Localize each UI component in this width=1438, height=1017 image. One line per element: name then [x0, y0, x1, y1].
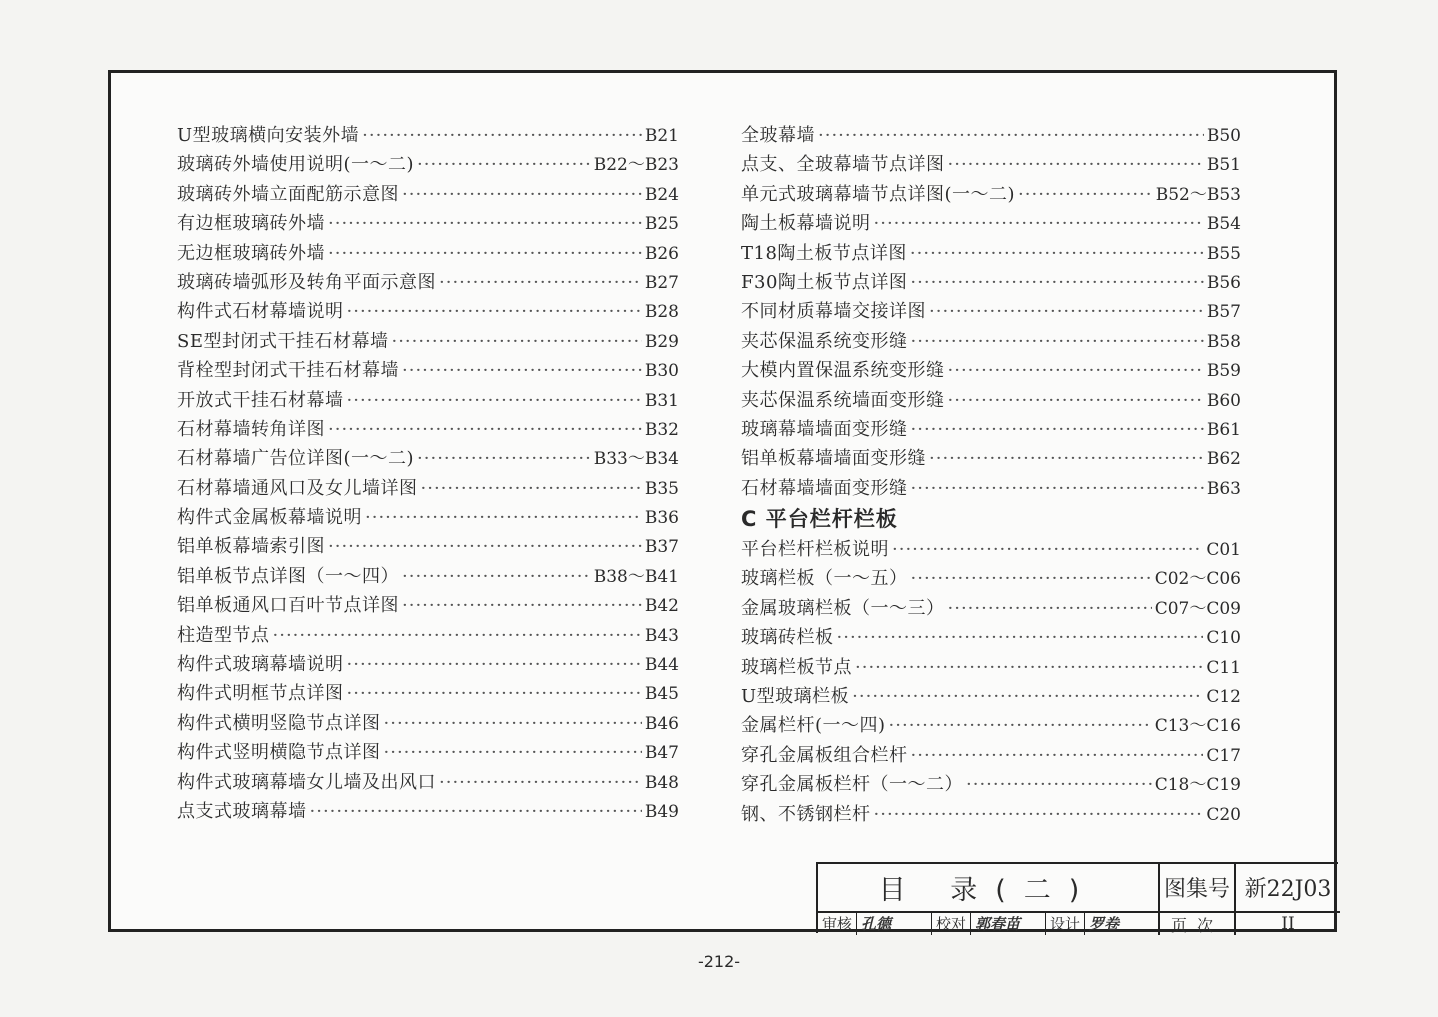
dot-leader — [910, 268, 1203, 297]
dot-leader — [362, 121, 642, 150]
dot-leader — [911, 474, 1204, 503]
toc-entry-title: 石材幕墙墙面变形缝 — [741, 477, 908, 499]
toc-entry — [741, 415, 1241, 444]
toc-entry-page: C12 — [1206, 687, 1241, 708]
toc-entry-title: U型玻璃横向安装外墙 — [177, 125, 360, 146]
toc-entry-title: 铝单板节点详图（一～四） — [177, 565, 399, 587]
toc-entry — [741, 653, 1241, 682]
toc-entry-title: 玻璃栏板（一～五） — [741, 568, 908, 590]
dot-leader — [1018, 180, 1153, 209]
toc-entry — [177, 562, 679, 591]
toc-entry-title: 构件式金属板幕墙说明 — [177, 507, 362, 529]
check-label: 校对 — [932, 913, 971, 935]
toc-entry-title: 单元式玻璃幕墙节点详图(一～二) — [741, 183, 1016, 205]
toc-entry-title: SE型封闭式干挂石材幕墙 — [177, 330, 389, 352]
toc-entry — [741, 741, 1241, 770]
dot-leader — [948, 386, 1204, 415]
toc-entry-title: 穿孔金属板组合栏杆 — [741, 744, 908, 766]
dot-leader — [874, 800, 1204, 829]
toc-entry-page: C11 — [1206, 657, 1241, 678]
toc-entry — [177, 356, 679, 385]
toc-entry-page: B29 — [644, 331, 679, 352]
toc-entry — [741, 564, 1241, 593]
toc-entry-title: 点支、全玻幕墙节点详图 — [741, 154, 945, 176]
dot-leader — [874, 209, 1204, 238]
toc-entry-page: C18～C19 — [1154, 775, 1241, 796]
signature-row — [818, 913, 1160, 935]
toc-entry — [177, 239, 679, 268]
drawing-sheet — [108, 70, 1337, 935]
dot-leader — [402, 180, 642, 209]
toc-entry-page: C07～C09 — [1154, 598, 1241, 619]
dot-leader — [439, 268, 642, 297]
toc-entry-page: B60 — [1206, 390, 1241, 411]
toc-entry — [741, 356, 1241, 385]
title-block — [816, 862, 1338, 933]
toc-entry — [177, 621, 679, 650]
toc-entry-title: 玻璃砖墙弧形及转角平面示意图 — [177, 271, 436, 293]
toc-entry — [177, 180, 679, 209]
toc-entry-title: U型玻璃栏板 — [741, 686, 850, 708]
toc-entry-title: 玻璃砖外墙使用说明(一～二) — [177, 154, 415, 176]
dot-leader — [328, 415, 642, 444]
toc-entry — [177, 297, 679, 326]
toc-entry-title: 铝单板幕墙索引图 — [177, 536, 325, 558]
toc-entry-page: B42 — [644, 596, 679, 617]
dot-leader — [911, 741, 1204, 770]
dot-leader — [966, 770, 1152, 799]
toc-entry-page: B61 — [1206, 419, 1241, 440]
toc-entry-title: 柱造型节点 — [177, 624, 270, 646]
toc-entry — [741, 800, 1241, 829]
toc-entry-page: C13～C16 — [1154, 716, 1241, 737]
toc-entry-page: B43 — [644, 625, 679, 646]
toc-entry-page: B55 — [1206, 243, 1241, 264]
toc-entry-page: B46 — [644, 713, 679, 734]
dot-leader — [417, 150, 591, 179]
page-sequence-value: II — [1281, 914, 1295, 934]
section-c-heading: C 平台栏杆栏板 — [741, 507, 898, 532]
dot-leader — [948, 594, 1152, 623]
dot-leader — [948, 356, 1204, 385]
toc-entry — [741, 150, 1241, 179]
toc-entry — [177, 474, 679, 503]
toc-entry — [177, 268, 679, 297]
toc-entry-page: B28 — [644, 302, 679, 323]
toc-entry-page: B63 — [1206, 478, 1241, 499]
toc-entry-title: 金属栏杆(一～四) — [741, 715, 886, 737]
page-number: -212- — [697, 952, 741, 971]
toc-entry-page: C01 — [1206, 540, 1241, 561]
toc-entry-page: B31 — [644, 390, 679, 411]
toc-entry-title: 全玻幕墙 — [741, 125, 815, 146]
review-label: 审核 — [818, 913, 857, 935]
dot-leader — [384, 709, 642, 738]
toc-entry — [741, 682, 1241, 711]
toc-entry-page: B27 — [644, 272, 679, 293]
toc-entry-page: B21 — [644, 126, 679, 146]
toc-entry-title: T18陶土板节点详图 — [741, 242, 907, 264]
dot-leader — [911, 327, 1204, 356]
dot-leader — [391, 327, 641, 356]
toc-entry-title: 构件式玻璃幕墙说明 — [177, 654, 344, 676]
toc-entry — [741, 770, 1241, 799]
toc-entry — [741, 444, 1241, 473]
toc-entry — [177, 150, 679, 179]
toc-entry-title: 不同材质幕墙交接详图 — [741, 301, 926, 323]
dot-leader — [347, 297, 642, 326]
design-signature: 罗卷 — [1089, 915, 1120, 933]
toc-entry — [741, 594, 1241, 623]
toc-entry — [741, 121, 1241, 150]
toc-entry-page: B35 — [644, 478, 679, 499]
dot-leader — [911, 415, 1204, 444]
toc-entry-title: 穿孔金属板栏杆（一～二） — [741, 774, 963, 796]
dot-leader — [910, 239, 1204, 268]
toc-entry-title: 夹芯保温系统墙面变形缝 — [741, 389, 945, 411]
dot-leader — [837, 623, 1204, 652]
dot-leader — [417, 444, 591, 473]
dot-leader — [948, 150, 1204, 179]
dot-leader — [347, 650, 642, 679]
toc-entry-page: C20 — [1206, 804, 1241, 825]
toc-entry-page: B26 — [644, 243, 679, 264]
toc-entry — [741, 474, 1241, 503]
toc-entry — [177, 591, 679, 620]
toc-entry — [177, 768, 679, 797]
toc-entry-page: B24 — [644, 184, 679, 205]
toc-entry — [741, 535, 1241, 564]
toc-entry — [177, 797, 679, 826]
toc-entry-page: B37 — [644, 537, 679, 558]
toc-entry-title: F30陶土板节点详图 — [741, 271, 908, 293]
toc-entry — [741, 711, 1241, 740]
toc-entry-title: 背栓型封闭式干挂石材幕墙 — [177, 360, 399, 382]
review-signature: 孔德 — [857, 913, 932, 935]
toc-entry-page: C10 — [1206, 628, 1241, 649]
toc-entry — [741, 327, 1241, 356]
toc-entry — [177, 415, 679, 444]
sheet-title: 目 录(二) — [818, 864, 1160, 913]
dot-leader — [439, 768, 642, 797]
toc-entry-page: B45 — [644, 684, 679, 705]
toc-entry — [177, 121, 679, 150]
toc-entry-page: B48 — [644, 772, 679, 793]
dot-leader — [365, 503, 642, 532]
toc-entry-page: B56 — [1206, 272, 1241, 293]
toc-entry — [177, 679, 679, 708]
dot-leader — [852, 682, 1203, 711]
toc-entry-page: B44 — [644, 655, 679, 676]
toc-entry-title: 构件式玻璃幕墙女儿墙及出风口 — [177, 771, 436, 793]
dot-leader — [328, 239, 642, 268]
toc-entry-page: C02～C06 — [1154, 569, 1241, 590]
toc-entry-page: B62 — [1206, 449, 1241, 470]
toc-entry-title: 有边框玻璃砖外墙 — [177, 213, 325, 235]
check-signature: 郭春苗 — [971, 913, 1046, 935]
toc-entry-title: 钢、不锈钢栏杆 — [741, 803, 871, 825]
toc-entry-page: B52～B53 — [1155, 184, 1241, 205]
dot-leader — [328, 532, 642, 561]
toc-entry-page: B38～B41 — [593, 566, 679, 587]
toc-entry — [177, 386, 679, 415]
toc-entry — [177, 650, 679, 679]
toc-entry-title: 石材幕墙转角详图 — [177, 418, 325, 440]
toc-entry-page: B50 — [1206, 126, 1241, 146]
toc-entry-title: 铝单板通风口百叶节点详图 — [177, 595, 399, 617]
dot-leader — [402, 562, 591, 591]
dot-leader — [929, 297, 1204, 326]
toc-entry — [741, 386, 1241, 415]
toc-entry-title: 玻璃砖栏板 — [741, 627, 834, 649]
dot-leader — [328, 209, 642, 238]
toc-entry-title: 大模内置保温系统变形缝 — [741, 360, 945, 382]
design-label: 设计 — [1046, 913, 1085, 935]
toc-entry-title: 夹芯保温系统变形缝 — [741, 330, 908, 352]
toc-entry-page: B49 — [644, 801, 679, 822]
dot-leader — [929, 444, 1204, 473]
toc-left-column — [177, 121, 679, 826]
toc-entry — [177, 327, 679, 356]
toc-entry — [177, 532, 679, 561]
toc-entry — [177, 503, 679, 532]
toc-entry-page: B32 — [644, 419, 679, 440]
atlas-number-value: 新22J03 — [1236, 864, 1340, 913]
toc-entry-page: B36 — [644, 508, 679, 529]
dot-leader — [402, 356, 642, 385]
dot-leader — [347, 386, 642, 415]
dot-leader — [347, 679, 642, 708]
toc-entry-page: B57 — [1206, 302, 1241, 323]
toc-entry-page: B51 — [1206, 155, 1241, 176]
dot-leader — [384, 738, 642, 767]
toc-entry-title: 平台栏杆栏板说明 — [741, 539, 889, 561]
toc-entry-page: B59 — [1206, 361, 1241, 382]
toc-entry-title: 构件式石材幕墙说明 — [177, 301, 344, 323]
toc-entry-title: 陶土板幕墙说明 — [741, 213, 871, 235]
toc-entry — [177, 444, 679, 473]
dot-leader — [421, 474, 642, 503]
toc-entry — [741, 209, 1241, 238]
toc-entry-title: 开放式干挂石材幕墙 — [177, 389, 344, 411]
dot-leader — [892, 535, 1203, 564]
dot-leader — [855, 653, 1203, 682]
dot-leader — [310, 797, 642, 826]
toc-entry — [177, 709, 679, 738]
toc-entry-title: 石材幕墙通风口及女儿墙详图 — [177, 477, 418, 499]
dot-leader — [889, 711, 1152, 740]
dot-leader — [911, 564, 1152, 593]
toc-entry-title: 玻璃幕墙墙面变形缝 — [741, 418, 908, 440]
toc-entry-title: 构件式横明竖隐节点详图 — [177, 712, 381, 734]
toc-entry-page: B25 — [644, 214, 679, 235]
toc-right-column — [741, 121, 1241, 829]
toc-entry — [177, 738, 679, 767]
toc-entry-page: B58 — [1206, 331, 1241, 352]
atlas-number-label: 图集号 — [1160, 864, 1236, 913]
toc-entry-title: 铝单板幕墙墙面变形缝 — [741, 448, 926, 470]
toc-entry-page: C17 — [1206, 745, 1241, 766]
toc-entry — [741, 268, 1241, 297]
toc-entry-title: 点支式玻璃幕墙 — [177, 800, 307, 822]
toc-entry-title: 无边框玻璃砖外墙 — [177, 242, 325, 264]
toc-entry-page: B30 — [644, 361, 679, 382]
toc-entry-title: 石材幕墙广告位详图(一～二) — [177, 448, 415, 470]
toc-entry-title: 构件式明框节点详图 — [177, 683, 344, 705]
toc-entry-page: B54 — [1206, 214, 1241, 235]
toc-entry-page: B47 — [644, 743, 679, 764]
toc-entry-title: 玻璃砖外墙立面配筋示意图 — [177, 183, 399, 205]
toc-entry — [741, 180, 1241, 209]
toc-entry — [741, 623, 1241, 652]
dot-leader — [818, 121, 1204, 150]
toc-entry — [741, 239, 1241, 268]
toc-entry-title: 玻璃栏板节点 — [741, 656, 852, 678]
toc-entry — [177, 209, 679, 238]
toc-entry-title: 金属玻璃栏板（一～三） — [741, 597, 945, 619]
toc-entry — [741, 297, 1241, 326]
dot-leader — [402, 591, 642, 620]
toc-entry-page: B33～B34 — [593, 449, 679, 470]
dot-leader — [273, 621, 642, 650]
page-sequence-label: 页次 — [1160, 913, 1236, 935]
toc-entry-title: 构件式竖明横隐节点详图 — [177, 742, 381, 764]
toc-entry-page: B22～B23 — [593, 155, 679, 176]
